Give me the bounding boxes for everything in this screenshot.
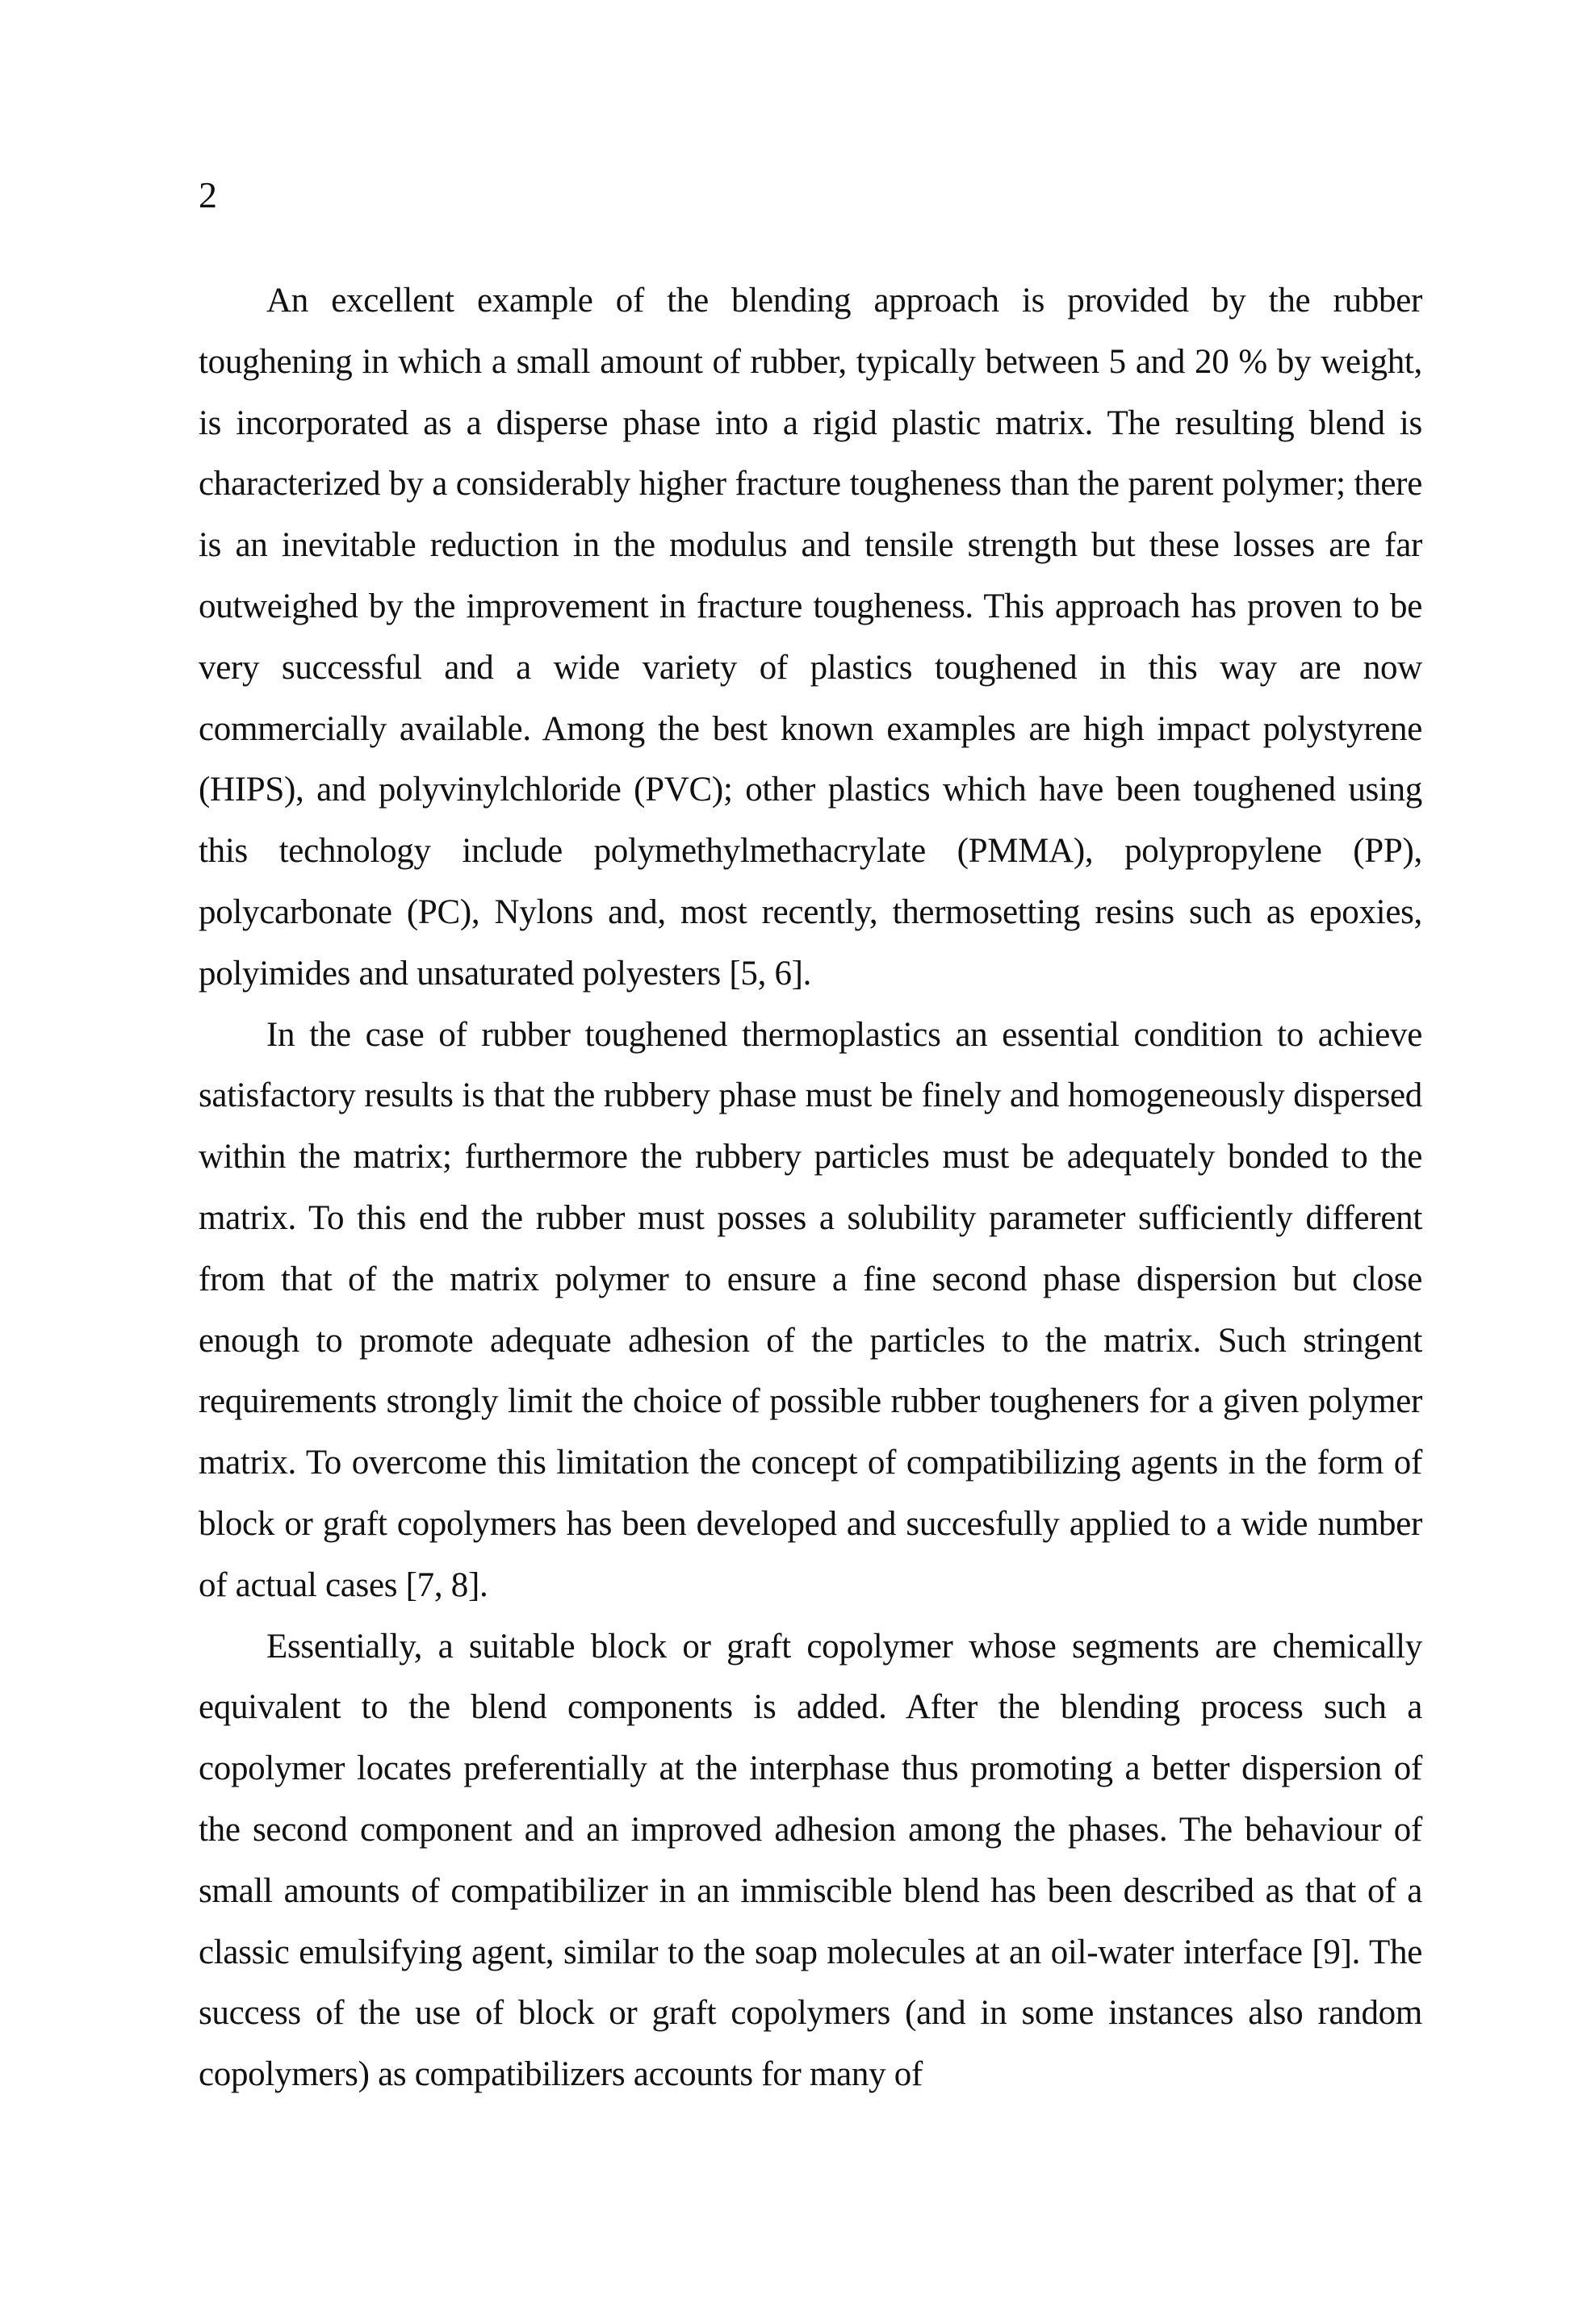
paragraph-rubber-toughening: An excellent example of the blending approach is provided by the rubber toughening in which a small amount of rubber, typically between 5 and 20 % by weight, is incorporated as a disperse phase into a rigid plastic matrix. The resulting blend is characterized by a considerably higher fracture tougheness than the parent polymer; there is an inevitable reduction in the modulus and tensile strength but these losses are far outweighed by the improvement in fracture tougheness. This approach has proven to be very successful and a wide variety of plastics toughened in this way are now commercially available. Among the best known examples are high impact polystyrene (HIPS), and polyvinylchloride (PVC); other plastics which have been toughened using this technology include polymethylmethacrylate (PMMA), polypropylene (PP), polycarbonate (PC), Nylons and, most recently, thermosetting resins such as epoxies, polyimides and unsaturated polyesters [5, 6]. — [199, 282, 1422, 993]
paragraph-thermoplastics: In the case of rubber toughened thermoplastics an essential condition to achieve satisfactory results is that the rubbery phase must be finely and homogeneously dispersed within the matrix; furthermore the rubbery particles must be adequately bonded to the matrix. To this end the rubber must posses a solubility parameter sufficiently different from that of the matrix polymer to ensure a fine second phase dispersion but close enough to promote adequate adhesion of the particles to the matrix. Such stringent requirements strongly limit the choice of possible rubber tougheners for a given polymer matrix. To overcome this limitation the concept of compatibilizing agents in the form of block or graft copolymers has been developed and succesfully applied to a wide number of actual cases [7, 8]. — [199, 1015, 1422, 1604]
paragraph-copolymer: Essentially, a suitable block or graft copolymer whose segments are chemically equivalent to the blend components is added. After the blending process such a copolymer locates preferentially at the interphase thus promoting a better dispersion of the second component and an improved adhesion among the phases. The behaviour of small amounts of compatibilizer in an immiscible blend has been described as that of a classic emulsifying agent, similar to the soap molecules at an oil-water interface [9]. The success of the use of block or graft copolymers (and in some instances also random copolymers) as compatibilizers accounts for many of — [199, 1627, 1422, 2094]
body-text — [199, 270, 1422, 2105]
page-number: 2 — [199, 174, 217, 215]
